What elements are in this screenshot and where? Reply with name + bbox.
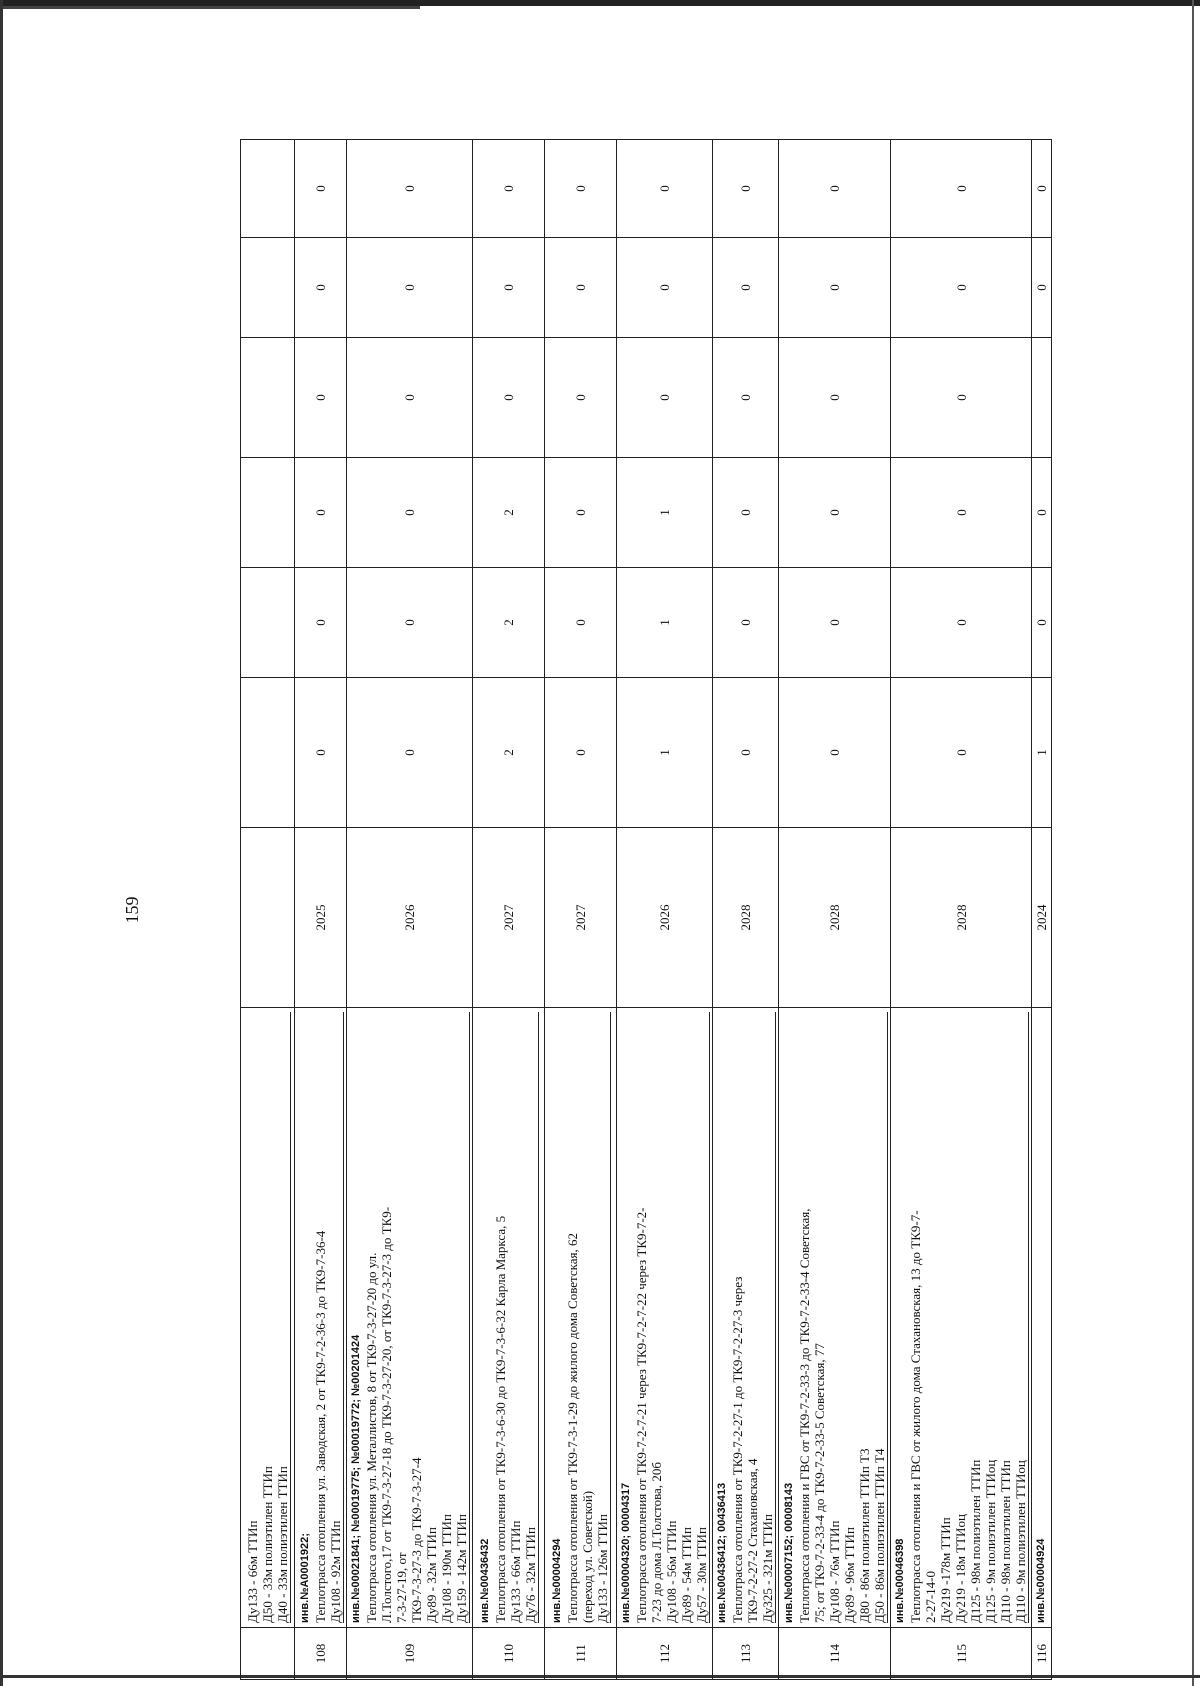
value-cell-c5: 0 <box>891 238 1032 338</box>
description-line: Ду133 - 126м ТТИп <box>595 1012 611 1623</box>
value-cell-c5: 0 <box>617 238 713 338</box>
scan-edge-left <box>0 0 3 1686</box>
value-cell-c4: 0 <box>473 338 545 458</box>
table-row <box>473 140 545 1680</box>
value-cell-c3: 1 <box>617 458 713 568</box>
year-cell: 2028 <box>713 828 779 1008</box>
table-body <box>241 140 1052 1680</box>
rotated-document-sheet <box>122 140 1140 1680</box>
description-line: инв.№00436412; 00436413 <box>716 1482 728 1623</box>
value-cell-c2 <box>241 568 295 678</box>
value-cell-c5: 0 <box>545 238 617 338</box>
description-line: 7-3-27-19, от <box>394 1552 409 1623</box>
value-cell-c2: 0 <box>779 568 891 678</box>
value-cell-c3: 0 <box>1032 458 1052 568</box>
description-line: инв.№00046398 <box>894 1538 906 1623</box>
value-cell-c4: 0 <box>295 338 347 458</box>
row-description <box>891 1008 1032 1628</box>
row-description <box>295 1008 347 1628</box>
description-line: инв.№А0001922; <box>298 1533 311 1623</box>
value-cell-c3: 0 <box>779 458 891 568</box>
value-cell-c1: 0 <box>891 678 1032 828</box>
description-line: Д80 - 86м полиэтилен ТТИп Т3 <box>856 1448 872 1623</box>
table-row <box>779 140 891 1680</box>
description-line: Д110 - 9м полиэтилен ТТИоц <box>1013 1012 1029 1623</box>
description-line: Ду219 -178м ТТИп <box>938 1517 953 1623</box>
description-line: инв.№00004924 <box>1035 1538 1047 1623</box>
value-cell-c6: 0 <box>1032 140 1052 238</box>
description-line: Теплотрасса отопления ул. Металлистов, 8 от ТК9-7-3-27-20 до ул. <box>364 1252 379 1623</box>
value-cell-c1: 0 <box>295 678 347 828</box>
row-number: 112 <box>617 1628 713 1680</box>
row-description <box>1032 1008 1052 1628</box>
row-number: 113 <box>713 1628 779 1680</box>
row-description <box>347 1008 473 1628</box>
description-line: Ду108 - 56м ТТИп <box>664 1520 679 1623</box>
value-cell-c4: 0 <box>779 338 891 458</box>
table-row <box>1032 140 1052 1680</box>
description-line: Д110 - 98м полиэтилен ТТИп <box>998 1460 1013 1623</box>
row-description <box>473 1008 545 1628</box>
table-row <box>545 140 617 1680</box>
value-cell-c1: 1 <box>617 678 713 828</box>
value-cell-c2: 0 <box>891 568 1032 678</box>
description-line: Ду219 - 18м ТТИоц <box>953 1514 968 1623</box>
row-description <box>241 1008 295 1628</box>
description-line: ТК9-7-3-27-3 до ТК9-7-3-27-4 <box>409 1457 424 1623</box>
value-cell-c4 <box>241 338 295 458</box>
year-cell: 2028 <box>891 828 1032 1008</box>
year-cell: 2026 <box>347 828 473 1008</box>
value-cell-c2: 0 <box>347 568 473 678</box>
scan-edge-right <box>1192 0 1194 1686</box>
description-line: 75; от ТК9-7-2-33-4 до ТК9-7-2-33-5 Советская, 77 <box>811 1343 827 1623</box>
description-line: Теплотрасса отопления от ТК9-7-2-27-1 до ТК9-7-2-27-3 через <box>730 1276 745 1623</box>
value-cell-c6: 0 <box>713 140 779 238</box>
value-cell-c6: 0 <box>891 140 1032 238</box>
description-line: Д50 - 33м полиэтилен ТТИп <box>259 1466 275 1623</box>
value-cell-c3: 0 <box>347 458 473 568</box>
year-cell: 2024 <box>1032 828 1052 1008</box>
value-cell-c5: 0 <box>473 238 545 338</box>
row-description <box>545 1008 617 1628</box>
row-number: 109 <box>347 1628 473 1680</box>
value-cell-c4: 0 <box>545 338 617 458</box>
description-line: Д125 - 9м полиэтилен ТТИоц <box>983 1459 998 1623</box>
value-cell-c6: 0 <box>545 140 617 238</box>
value-cell-c6: 0 <box>617 140 713 238</box>
description-line: ТК9-7-2-27-2 Стахановская, 4 <box>745 1458 760 1623</box>
value-cell-c2: 1 <box>617 568 713 678</box>
pipeline-table <box>240 139 1052 1680</box>
row-description <box>779 1008 891 1628</box>
value-cell-c4: 0 <box>891 338 1032 458</box>
row-number: 111 <box>545 1628 617 1680</box>
description-line: Ду76 - 32м ТТИп <box>523 1012 539 1623</box>
page-number: 159 <box>122 896 142 924</box>
table-row <box>617 140 713 1680</box>
description-line: Теплотрасса отопления и ГВС от жилого дома Стахановская, 13 до ТК9-7- <box>908 1210 923 1623</box>
value-cell-c3: 2 <box>473 458 545 568</box>
year-cell: 2025 <box>295 828 347 1008</box>
description-line: Ду89 - 32м ТТИп <box>424 1527 439 1623</box>
value-cell-c1: 0 <box>347 678 473 828</box>
description-line: Ду108 - 190м ТТИп <box>439 1514 454 1623</box>
description-line: Теплотрасса отопления ул. Заводская, 2 от ТК9-7-2-36-3 до ТК9-7-36-4 <box>312 1230 328 1623</box>
value-cell-c6: 0 <box>295 140 347 238</box>
description-line: Теплотрасса отопления от ТК9-7-3-1-29 до жилого дома Советская, 62 <box>565 1232 580 1623</box>
row-number: 116 <box>1032 1628 1052 1680</box>
table-row <box>347 140 473 1680</box>
description-line: Ду108 - 92м ТТИп <box>328 1012 344 1623</box>
value-cell-c2: 0 <box>1032 568 1052 678</box>
value-cell-c2: 0 <box>713 568 779 678</box>
value-cell-c1: 0 <box>779 678 891 828</box>
description-line: Ду108 - 76м ТТИп <box>826 1520 842 1623</box>
table-row <box>241 140 295 1680</box>
description-line: Ду89 - 96м ТТИп <box>841 1527 857 1623</box>
value-cell-c5: 0 <box>1032 238 1052 338</box>
value-cell-c5: 0 <box>779 238 891 338</box>
description-line: Д125 - 98м полиэтилен ТТИп <box>968 1459 983 1623</box>
value-cell-c3: 0 <box>713 458 779 568</box>
value-cell-c4 <box>1032 338 1052 458</box>
table-row <box>295 140 347 1680</box>
row-number: 108 <box>295 1628 347 1680</box>
value-cell-c6 <box>241 140 295 238</box>
value-cell-c6: 0 <box>473 140 545 238</box>
description-line: Ду133 - 66м ТТИп <box>508 1520 523 1623</box>
value-cell-c5: 0 <box>347 238 473 338</box>
value-cell-c4: 0 <box>617 338 713 458</box>
description-line: инв.№00004320; 00004317 <box>620 1482 632 1623</box>
description-line: инв.№00004294 <box>551 1538 563 1623</box>
description-line: инв.№00021841; №00019775; №00019772; №00201424 <box>350 1334 362 1623</box>
value-cell-c1: 0 <box>713 678 779 828</box>
value-cell-c5 <box>241 238 295 338</box>
description-line: Д40 - 33м полиэтилен ТТИп <box>275 1012 291 1623</box>
value-cell-c4: 0 <box>713 338 779 458</box>
description-line: 7-23 до дома Л.Толстова, 20б <box>649 1462 664 1623</box>
value-cell-c2: 2 <box>473 568 545 678</box>
description-line: инв.№00007152; 00008143 <box>782 1482 795 1623</box>
row-description <box>713 1008 779 1628</box>
year-cell: 2028 <box>779 828 891 1008</box>
description-line: Теплотрасса отопления и ГВС от ТК9-7-2-33-3 до ТК9-7-2-33-4 Советская, <box>796 1208 812 1623</box>
row-number: 110 <box>473 1628 545 1680</box>
value-cell-c3: 0 <box>545 458 617 568</box>
description-line: Ду57 - 30м ТТИп <box>694 1012 710 1623</box>
description-line: инв.№00436432 <box>479 1538 491 1623</box>
row-number <box>241 1628 295 1680</box>
table-row <box>713 140 779 1680</box>
value-cell-c4: 0 <box>347 338 473 458</box>
year-cell: 2027 <box>545 828 617 1008</box>
table-row <box>891 140 1032 1680</box>
year-cell: 2026 <box>617 828 713 1008</box>
value-cell-c3 <box>241 458 295 568</box>
row-number: 114 <box>779 1628 891 1680</box>
year-cell: 2027 <box>473 828 545 1008</box>
value-cell-c1: 1 <box>1032 678 1052 828</box>
year-cell <box>241 828 295 1008</box>
description-line: Ду89 - 54м ТТИп <box>679 1527 694 1623</box>
value-cell-c3: 0 <box>295 458 347 568</box>
value-cell-c6: 0 <box>347 140 473 238</box>
description-line: (переход ул. Советской) <box>580 1490 595 1623</box>
value-cell-c5: 0 <box>295 238 347 338</box>
value-cell-c1: 0 <box>545 678 617 828</box>
description-line: Ду133 - 66м ТТИп <box>244 1520 260 1623</box>
value-cell-c1: 2 <box>473 678 545 828</box>
description-line: 2-27-14-0 <box>923 1571 938 1623</box>
description-line: Ду325 - 321м ТТИп <box>760 1012 776 1623</box>
description-line: Теплотрасса отопления от ТК9-7-3-6-30 до ТК9-7-3-6-32 Карла Маркса, 5 <box>493 1215 508 1623</box>
description-line: Теплотрасса отопления от ТК9-7-2-7-21 через ТК9-7-2-7-22 через ТК9-7-2- <box>634 1207 649 1623</box>
value-cell-c2: 0 <box>545 568 617 678</box>
description-line: Л.Толстого,17 от ТК9-7-3-27-18 до ТК9-7-3-27-20, от ТК9-7-3-27-3 до ТК9- <box>379 1206 394 1623</box>
value-cell-c6: 0 <box>779 140 891 238</box>
row-description <box>617 1008 713 1628</box>
description-line: Ду159 - 142м ТТИп <box>454 1012 470 1623</box>
value-cell-c5: 0 <box>713 238 779 338</box>
value-cell-c1 <box>241 678 295 828</box>
description-line: Д50 - 86м полиэтилен ТТИп Т4 <box>872 1012 888 1623</box>
value-cell-c2: 0 <box>295 568 347 678</box>
row-number: 115 <box>891 1628 1032 1680</box>
scan-edge-shadow <box>0 6 420 9</box>
value-cell-c3: 0 <box>891 458 1032 568</box>
